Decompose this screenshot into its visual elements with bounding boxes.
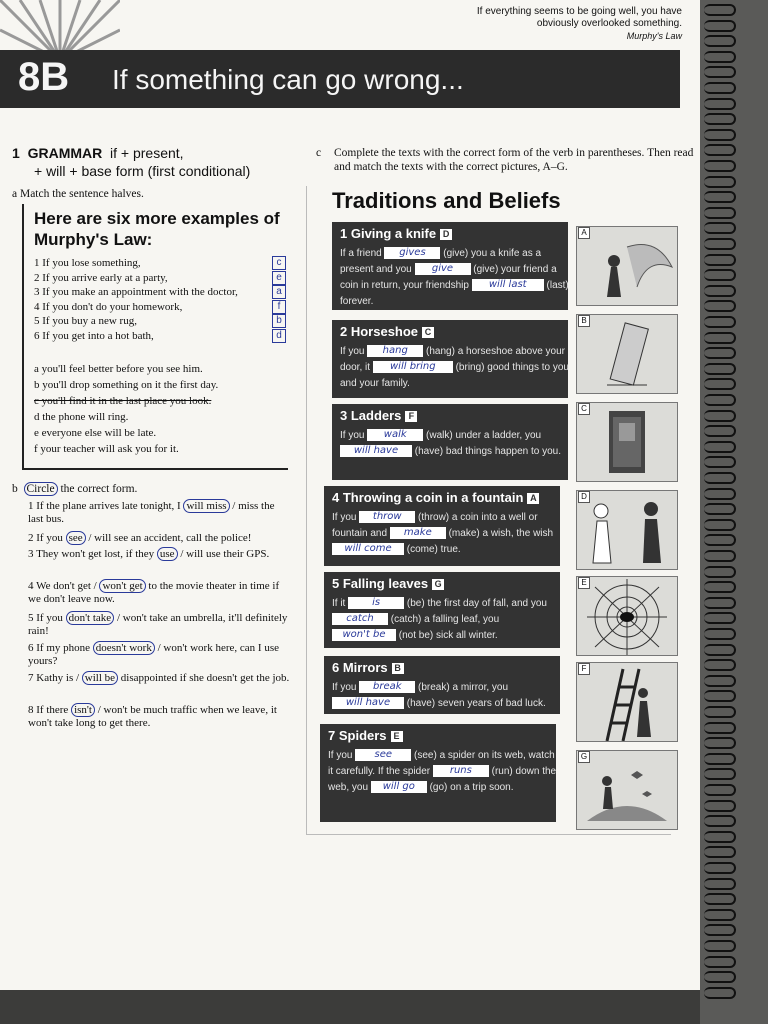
card-text-part: (give) your friend a coin in return, your friendship [340,264,557,291]
card-text-part: (make) a wish, the wish [445,528,554,539]
picture-g [576,750,678,830]
item-text: / won't be much traffic when we leave, it won't take long to get there. [28,704,277,729]
binding-ring [704,300,736,312]
murphys-law-quote: If everything seems to be going well, you have obviously overlooked something. Murphy's Law [476,6,682,41]
binding-ring [704,488,736,500]
item-number: 5 [28,612,37,624]
binding-ring [704,269,736,281]
task-b-item [28,612,290,638]
binding-ring [704,612,736,624]
item-text: They won't get lost, if they [36,548,157,560]
circled-answer[interactable]: will miss [183,499,229,513]
binding-ring [704,176,736,188]
circled-answer[interactable]: use [157,547,178,561]
picture-e [576,576,678,656]
picture-label: F [578,663,590,675]
binding-ring [704,254,736,266]
first-half-item: 3 If you make an appointment with the doctor, [34,286,238,298]
binding-ring [704,441,736,453]
card-text-part: (have) bad things happen to you. [412,446,561,457]
card-title [332,490,539,505]
binding-ring [704,987,736,999]
answer-blank[interactable]: break [359,681,415,693]
binding-ring [704,581,736,593]
binding-ring [704,35,736,47]
binding-ring [704,363,736,375]
binding-ring [704,706,736,718]
card-title-text: 7 Spiders [328,728,387,743]
answer-blank[interactable]: will have [340,445,412,457]
binding-ring [704,472,736,484]
card-title-text: 6 Mirrors [332,660,388,675]
binding-ring [704,66,736,78]
card-text-part: If you [340,430,368,441]
binding-ring [704,753,736,765]
answer-blank[interactable]: will come [332,543,404,555]
page-title: If something can go wrong... [112,64,464,95]
binding-ring [704,519,736,531]
tradition-card [324,572,560,648]
answer-blank[interactable]: throw [359,511,415,523]
card-text-part: (have) seven years of bad luck. [404,698,546,709]
item-number: 6 [28,642,37,654]
answer-box[interactable]: b [272,314,286,328]
card-text-part: If a friend [340,248,385,259]
answer-blank[interactable]: walk [367,429,423,441]
card-text-part: If you [332,512,360,523]
picture-answer-box[interactable]: E [391,731,403,742]
item-text: We don't get / [36,580,100,592]
second-half-item: f your teacher will ask you for it. [34,443,179,455]
second-half-item: a you'll feel better before you see him. [34,363,203,375]
task-b-item [28,672,290,685]
circled-answer[interactable]: will be [82,671,118,685]
second-half-item: c you'll find it in the last place you look. [34,395,212,407]
task-b-item [28,500,290,526]
binding-ring [704,924,736,936]
card-text [332,680,562,712]
second-half-item: e everyone else will be late. [34,427,157,439]
binding-ring [704,831,736,843]
item-text: disappointed if she doesn't get the job. [118,672,290,684]
card-title-text: 5 Falling leaves [332,576,429,591]
picture-label: E [578,577,590,589]
circled-answer[interactable]: don't take [66,611,115,625]
task-b-item [28,642,290,668]
circled-answer[interactable]: won't get [99,579,145,593]
card-text-part: (walk) under a ladder, you [423,430,542,441]
item-text: If there [36,704,72,716]
answer-blank[interactable]: is [348,597,404,609]
task-a-instruction: a Match the sentence halves. [12,188,144,200]
card-text [340,428,570,460]
binding-ring [704,347,736,359]
binding-ring [704,129,736,141]
binding-ring [704,98,736,110]
binding-ring [704,815,736,827]
picture-answer-box[interactable]: F [405,411,417,422]
first-half-item: 1 If you lose something, [34,257,141,269]
task-b-item [28,532,290,545]
card-text-part: If you [328,750,356,761]
binding-ring [704,113,736,125]
unit-number: 8B [18,55,70,99]
task-b-item [28,580,290,606]
binding-ring [704,893,736,905]
binding-ring [704,456,736,468]
binding-ring [704,4,736,16]
answer-blank[interactable]: give [415,263,471,275]
card-title-text: 2 Horseshoe [340,324,419,339]
picture-answer-box[interactable]: D [440,229,452,240]
binding-ring [704,566,736,578]
card-title [340,226,452,241]
task-b-item [28,548,290,561]
task-b-instruction: b Circle the correct form. [12,483,138,495]
picture-label: D [578,491,590,503]
item-number: 4 [28,580,37,592]
binding-ring [704,722,736,734]
card-title-text: 3 Ladders [340,408,402,423]
item-text: to the movie theater in time if we don't leave now. [28,580,280,605]
binding-ring [704,82,736,94]
binding-ring [704,316,736,328]
tradition-card [332,404,568,480]
binding-ring [704,503,736,515]
binding-ring [704,768,736,780]
card-title [332,660,404,675]
picture-answer-box[interactable]: B [392,663,404,674]
answer-box[interactable]: c [272,256,286,270]
card-title-text: 4 Throwing a coin in a fountain [332,490,524,505]
binding-ring [704,207,736,219]
binding-ring [704,862,736,874]
tradition-card [332,222,568,310]
item-text: / will use their GPS. [177,548,270,560]
picture-a [576,226,678,306]
binding-ring [704,160,736,172]
tradition-card [332,320,568,398]
binding-ring [704,285,736,297]
card-text-part: (bring) good things to you and your family. [340,362,569,389]
answer-blank[interactable]: will have [332,697,404,709]
binding-ring [704,550,736,562]
card-text-part: (give) you a knife as a present and you [340,248,542,275]
picture-d [576,490,678,570]
picture-f [576,662,678,742]
tradition-card [324,656,560,714]
card-text [340,246,570,310]
answer-blank[interactable]: gives [384,247,440,259]
binding-ring [704,644,736,656]
card-text-part: If you [332,682,360,693]
picture-answer-box[interactable]: C [422,327,434,338]
first-half-item: 6 If you get into a hot bath, [34,329,154,342]
answer-box[interactable]: d [272,329,286,343]
answer-box[interactable]: e [272,271,286,285]
binding-ring [704,597,736,609]
circled-answer[interactable]: doesn't work [93,641,155,655]
first-half-item: 5 If you buy a new rug, [34,315,137,327]
tradition-card [324,486,560,566]
card-text-part: (last) forever. [340,280,569,307]
binding-ring [704,784,736,796]
card-text [332,596,562,644]
card-text-part: (run) down the web, you [328,766,557,793]
binding-ring [704,940,736,952]
item-number: 3 [28,548,37,560]
binding-ring [704,191,736,203]
card-text-part: (go) on a trip soon. [426,782,514,793]
binding-ring [704,878,736,890]
binding-ring [704,20,736,32]
card-text [340,344,570,392]
card-title [332,576,444,591]
answer-blank[interactable]: make [390,527,446,539]
card-title [328,728,403,743]
circled-answer[interactable]: isn't [71,703,95,717]
first-half-item: 2 If you arrive early at a party, [34,271,168,284]
picture-b [576,314,678,394]
card-title [340,324,434,339]
binding-ring [704,144,736,156]
card-text-part: (be) the first day of fall, and you [404,598,547,609]
binding-ring [704,51,736,63]
card-text-part: (hang) a horseshoe above your door, it [340,346,566,373]
binding-ring [704,737,736,749]
card-text [332,510,562,558]
answer-blank[interactable]: will bring [373,361,453,373]
picture-answer-box[interactable]: A [527,493,539,504]
card-text-part: (see) a spider on its web, watch it carefully. If the spider [328,750,555,777]
card-text-part: (not be) sick all winter. [396,630,498,641]
item-text: / won't take an umbrella, it'll definitely rain! [28,612,288,637]
binding-ring [704,675,736,687]
task-b-item [28,704,290,730]
card-title [340,408,417,423]
binding-ring [704,909,736,921]
tradition-card [320,724,556,822]
item-number: 8 [28,704,37,716]
card-title-text: 1 Giving a knife [340,226,437,241]
card-text-part: (throw) a coin into a well or fountain and [332,512,538,539]
binding-ring [704,378,736,390]
second-half-item: d the phone will ring. [34,411,129,423]
item-text: If you [36,612,66,624]
answer-blank[interactable]: won't be [332,629,396,641]
binding-ring [704,238,736,250]
binding-ring [704,846,736,858]
page-shadow [0,990,712,1024]
binding-ring [704,394,736,406]
picture-label: A [578,227,590,239]
grammar-heading: 1 GRAMMAR if + present, + will + base form (first conditional) [12,145,251,179]
traditions-heading: Traditions and Beliefs [332,188,561,213]
item-text: / will see an accident, call the police! [85,532,252,544]
answer-box[interactable]: a [272,285,286,299]
answer-blank[interactable]: see [355,749,411,761]
answer-blank[interactable]: runs [433,765,489,777]
item-text: If the plane arrives late tonight, I [36,500,184,512]
binding-ring [704,628,736,640]
second-half-item: b you'll drop something on it the first day. [34,379,219,391]
answer-blank[interactable]: catch [332,613,388,625]
item-number: 7 [28,672,37,684]
item-number: 1 [28,500,37,512]
binding-ring [704,425,736,437]
answer-box[interactable]: f [272,300,286,314]
task-c-instruction: c Complete the texts with the correct form of the verb in parentheses. Then read and match the texts with the correct pictures, A–G. [316,147,694,173]
picture-answer-box[interactable]: G [432,579,444,590]
binding-ring [704,332,736,344]
item-text: If you [36,532,66,544]
binding-ring [704,956,736,968]
binding-ring [704,410,736,422]
card-text-part: If you [340,346,368,357]
item-text: Kathy is / [36,672,82,684]
binding-ring [704,690,736,702]
binding-ring [704,222,736,234]
binding-ring [704,971,736,983]
answer-blank[interactable]: hang [367,345,423,357]
binding-ring [704,534,736,546]
murphy-box-title: Here are six more examples of Murphy's Law: [34,209,280,249]
picture-c [576,402,678,482]
spiral-binding [700,0,768,1024]
card-text-part: If it [332,598,349,609]
card-text-part: (come) true. [404,544,461,555]
answer-blank[interactable]: will go [371,781,427,793]
item-text: / miss the last bus. [28,500,275,525]
binding-ring [704,659,736,671]
picture-label: G [578,751,590,763]
picture-label: B [578,315,590,327]
item-text: If my phone [36,642,93,654]
card-text [328,748,558,796]
answer-blank[interactable]: will last [472,279,544,291]
circled-answer[interactable]: see [66,531,86,545]
item-text: / won't work here, can I use yours? [28,642,279,667]
item-number: 2 [28,532,37,544]
card-text-part: (catch) a falling leaf, you [388,614,500,625]
card-text-part: (break) a mirror, you [415,682,509,693]
picture-label: C [578,403,590,415]
binding-ring [704,800,736,812]
first-half-item: 4 If you don't do your homework, [34,300,183,313]
